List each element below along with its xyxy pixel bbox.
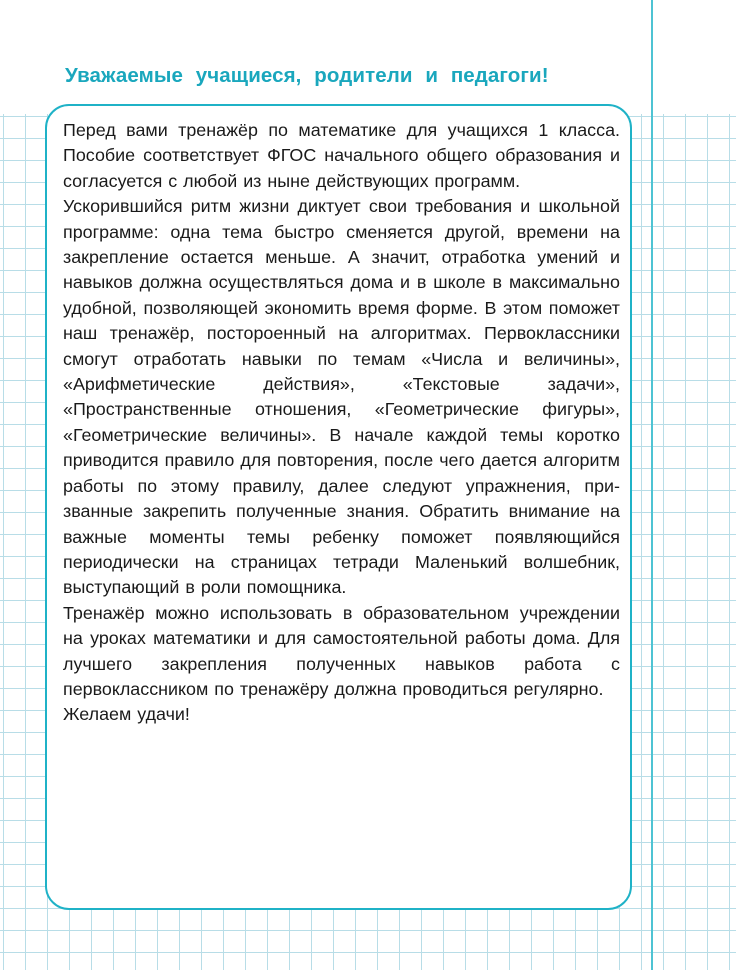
paragraph-rhythm: Ускорившийся ритм жизни диктует свои требования и школьной программе: одна тема быстро сменяется другой, времени на закрепление остается меньше. А значит, отработка умений и навыков должна осуществляться дома и в школе в максимально удобной, позволяющей экономить время форме. В этом поможет наш тренажёр, постороенный на алгоритмах. Первоклассники смогут отработать навыки по темам «Числа и величины», «Арифметические действия», «Текстовые задачи», «Пространственные отношения, «Геометрические фигуры», «Геометрические величины». В начале каждой темы коротко приводится правило для повторения, после чего дается алгоритм работы по этому правилу, далее следуют упражнения, призванные закрепить полученные знания. Обратить внимание на важные моменты темы ребенку поможет появляющийся периодически на страницах тетради Маленький волшебник, выступающий в роли помощника. bbox=[63, 196, 620, 598]
margin-line bbox=[651, 0, 653, 970]
text-frame bbox=[45, 104, 632, 910]
paragraph-intro: Перед вами тренажёр по математике для учащихся 1 класса. Пособие соответствует ФГОС начального общего образования и согласуется с любой из ныне действующих программ. bbox=[63, 120, 620, 191]
page-heading: Уважаемые учащиеся, родители и педагоги! bbox=[65, 64, 549, 87]
paragraph-usage: Тренажёр можно использовать в образовательном учреждении на уроках математики и для самостоятельной работы дома. Для лучшего закрепления полученных навыков работа с первоклассником по тренажёру должна проводиться регулярно. bbox=[63, 602, 620, 699]
paragraph-closing: Желаем удачи! bbox=[63, 704, 190, 725]
